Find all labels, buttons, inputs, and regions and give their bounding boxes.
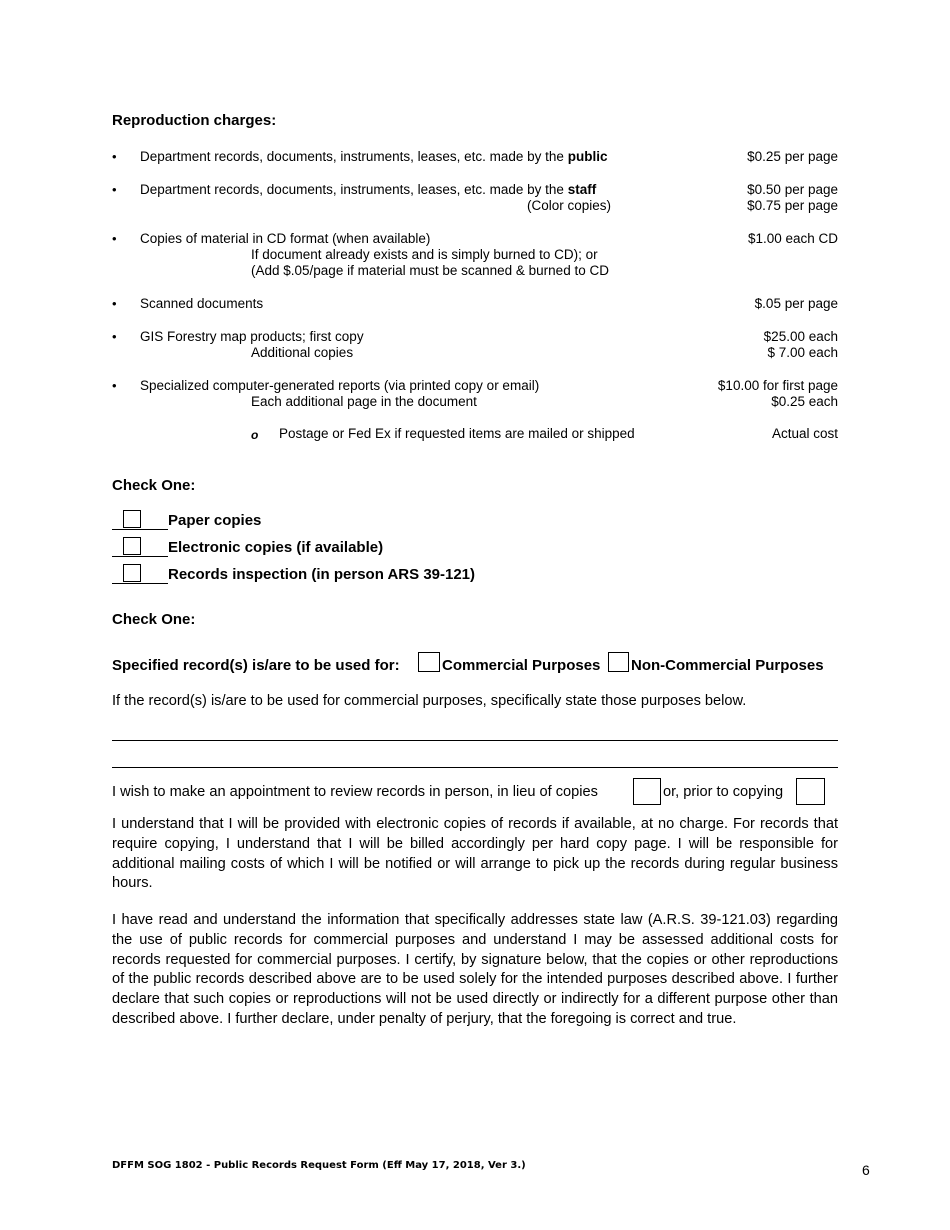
checkbox-underline — [112, 583, 168, 584]
purpose-line-2[interactable] — [112, 767, 838, 768]
electronic-copies-checkbox[interactable] — [123, 537, 141, 555]
charge-item-gis: GIS Forestry map products; first copy — [140, 329, 364, 344]
checkbox-underline — [112, 556, 168, 557]
records-inspection-checkbox[interactable] — [123, 564, 141, 582]
bullet: • — [112, 231, 117, 246]
commercial-instruction: If the record(s) is/are to be used for commercial purposes, specifically state those purposes below. — [112, 693, 747, 709]
commercial-use-certification-paragraph: I have read and understand the information that specifically addresses state law (A.R.S. 39-121.03) regarding the use of public records for commercial purposes and understand I may be assessed additional costs for records requested for commercial purposes. I certify, by signature below, that the copies or other reproductions of the public records described above are to be used solely for the intended purposes described above. I further declare that such copies or reproductions will not be used directly or indirectly for a different purpose other than described above. I further declare, under penalty of perjury, that the foregoing is correct and true. — [112, 912, 838, 1027]
charge-subitem: (Add $.05/page if material must be scanned & burned to CD — [251, 263, 609, 278]
charge-price: $0.25 per page — [747, 149, 838, 164]
charge-subitem: Each additional page in the document — [251, 394, 477, 409]
non-commercial-purposes-label: Non-Commercial Purposes — [631, 657, 824, 674]
commercial-purposes-checkbox[interactable] — [418, 652, 440, 672]
prior-to-copying-checkbox[interactable] — [796, 778, 825, 805]
paper-copies-label: Paper copies — [168, 512, 262, 529]
charge-item-cd: Copies of material in CD format (when available) — [140, 231, 431, 246]
purpose-label: Specified record(s) is/are to be used for: — [112, 657, 400, 674]
bullet: • — [112, 296, 117, 311]
charge-item-public: Department records, documents, instruments, leases, etc. made by the public — [140, 149, 608, 164]
charge-item-reports: Specialized computer-generated reports (via printed copy or email) — [140, 378, 540, 393]
charge-subitem: If document already exists and is simply burned to CD); or — [251, 247, 598, 262]
charge-price: $10.00 for first page — [717, 378, 838, 393]
non-commercial-purposes-checkbox[interactable] — [608, 652, 629, 672]
page-number: 6 — [862, 1162, 870, 1178]
charge-price: $0.50 per page — [747, 182, 838, 197]
electronic-copies-paragraph: I understand that I will be provided with electronic copies of records if available, at no charge. For records that require copying, I understand that I will be billed accordingly per hard copy page. I will be responsible for additional mailing costs of which I will be notified or will arrange to pick up the records during regular business hours. — [112, 816, 838, 892]
prior-to-copying-text: or, prior to copying — [663, 784, 784, 800]
charges-heading: Reproduction charges: — [112, 112, 277, 129]
charge-item-scanned: Scanned documents — [140, 296, 264, 311]
sub-bullet-marker: o — [251, 428, 259, 442]
charge-price: $.05 per page — [754, 296, 838, 311]
charge-item-staff: Department records, documents, instruments, leases, etc. made by the staff — [140, 182, 597, 197]
lieu-of-copies-checkbox[interactable] — [633, 778, 661, 805]
charge-subitem: Additional copies — [251, 345, 354, 360]
records-inspection-label: Records inspection (in person ARS 39-121) — [168, 566, 476, 583]
charge-item-postage: Postage or Fed Ex if requested items are mailed or shipped — [279, 426, 635, 441]
paper-copies-checkbox[interactable] — [123, 510, 141, 528]
charge-subitem: (Color copies) — [526, 198, 611, 213]
charge-price: $ 7.00 each — [767, 345, 838, 360]
footer-form-id: DFFM SOG 1802 - Public Records Request Form (Eff May 17, 2018, Ver 3.) — [112, 1160, 526, 1171]
purpose-line-1[interactable] — [112, 740, 838, 741]
charge-price: $1.00 each CD — [747, 231, 838, 246]
charge-price: $25.00 each — [763, 329, 838, 344]
bullet: • — [112, 149, 117, 164]
bullet: • — [112, 182, 117, 197]
charge-price: $0.25 each — [771, 394, 838, 409]
commercial-purposes-label: Commercial Purposes — [442, 657, 601, 674]
charge-price: $0.75 per page — [747, 198, 838, 213]
appointment-text: I wish to make an appointment to review records in person, in lieu of copies — [112, 784, 598, 800]
charge-price: Actual cost — [771, 426, 838, 441]
check-one-heading: Check One: — [112, 477, 196, 494]
electronic-copies-label: Electronic copies (if available) — [168, 539, 384, 556]
bullet: • — [112, 329, 117, 344]
bullet: • — [112, 378, 117, 393]
check-one-heading: Check One: — [112, 611, 196, 628]
checkbox-underline — [112, 529, 168, 530]
